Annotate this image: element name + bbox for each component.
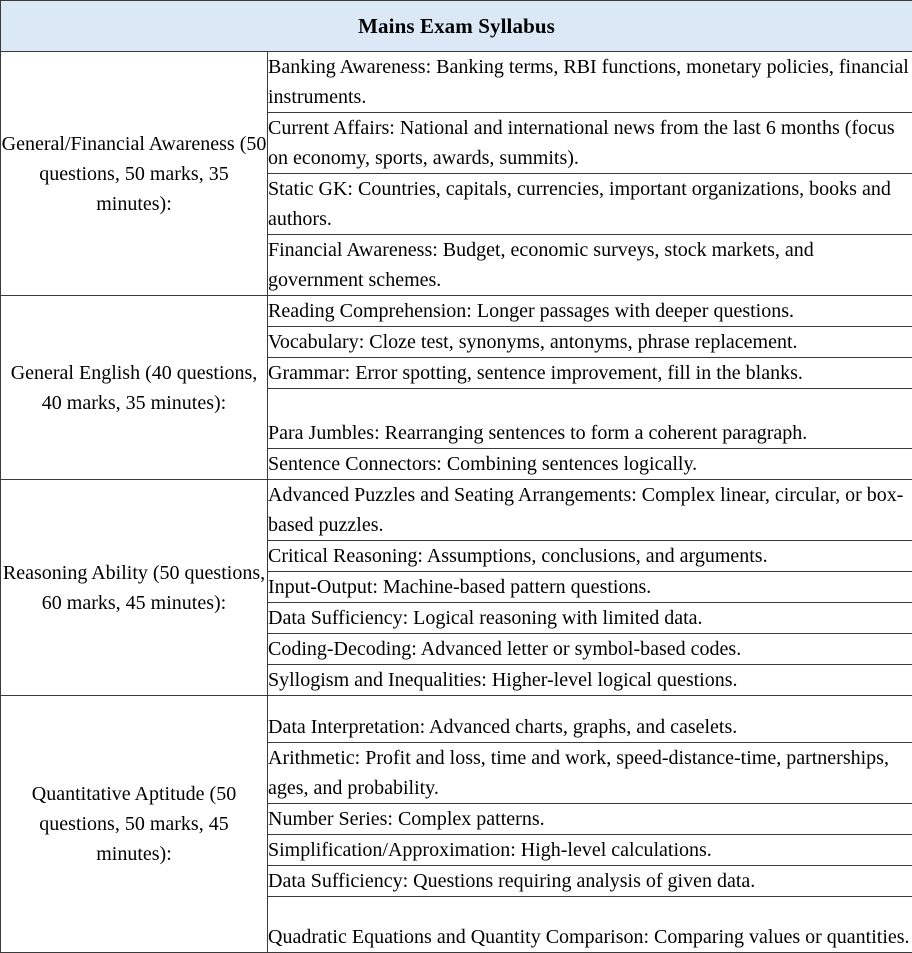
syllabus-item: Current Affairs: National and international news from the last 6 months (focus on economy, sports, awards, summits). [268,113,912,174]
syllabus-item: Data Sufficiency: Logical reasoning with limited data. [268,603,912,634]
syllabus-item: Number Series: Complex patterns. [268,804,912,835]
section-category-general-english: General English (40 questions, 40 marks, 35 minutes): [1,296,268,480]
table-row [1,52,912,113]
syllabus-item: Financial Awareness: Budget, economic surveys, stock markets, and government schemes. [268,235,912,296]
table-row [1,696,912,743]
title-row [1,1,912,52]
syllabus-item: Quadratic Equations and Quantity Comparison: Comparing values or quantities. [268,897,912,953]
syllabus-item: Reading Comprehension: Longer passages with deeper questions. [268,296,912,327]
syllabus-item: Data Sufficiency: Questions requiring analysis of given data. [268,866,912,897]
section-category-quantitative-aptitude: Quantitative Aptitude (50 questions, 50 marks, 45 minutes): [1,696,268,953]
table-row [1,480,912,541]
syllabus-item: Static GK: Countries, capitals, currencies, important organizations, books and authors. [268,174,912,235]
syllabus-item: Simplification/Approximation: High-level calculations. [268,835,912,866]
syllabus-item: Coding-Decoding: Advanced letter or symbol-based codes. [268,634,912,665]
table-row [1,296,912,327]
syllabus-item: Critical Reasoning: Assumptions, conclusions, and arguments. [268,541,912,572]
syllabus-item: Vocabulary: Cloze test, synonyms, antonyms, phrase replacement. [268,327,912,358]
section-category-reasoning-ability: Reasoning Ability (50 questions, 60 marks, 45 minutes): [1,480,268,696]
syllabus-item: Data Interpretation: Advanced charts, graphs, and caselets. [268,696,912,743]
syllabus-item: Advanced Puzzles and Seating Arrangements: Complex linear, circular, or box-based puzzles. [268,480,912,541]
syllabus-item: Syllogism and Inequalities: Higher-level logical questions. [268,665,912,696]
syllabus-item: Banking Awareness: Banking terms, RBI functions, monetary policies, financial instruments. [268,52,912,113]
syllabus-item: Input-Output: Machine-based pattern questions. [268,572,912,603]
syllabus-item: Grammar: Error spotting, sentence improvement, fill in the blanks. [268,358,912,389]
syllabus-item: Para Jumbles: Rearranging sentences to form a coherent paragraph. [268,389,912,449]
syllabus-item: Sentence Connectors: Combining sentences logically. [268,449,912,480]
section-category-financial-awareness: General/Financial Awareness (50 questions, 50 marks, 35 minutes): [1,52,268,296]
syllabus-item: Arithmetic: Profit and loss, time and work, speed-distance-time, partnerships, ages, and probability. [268,743,912,804]
table-title: Mains Exam Syllabus [1,1,912,52]
